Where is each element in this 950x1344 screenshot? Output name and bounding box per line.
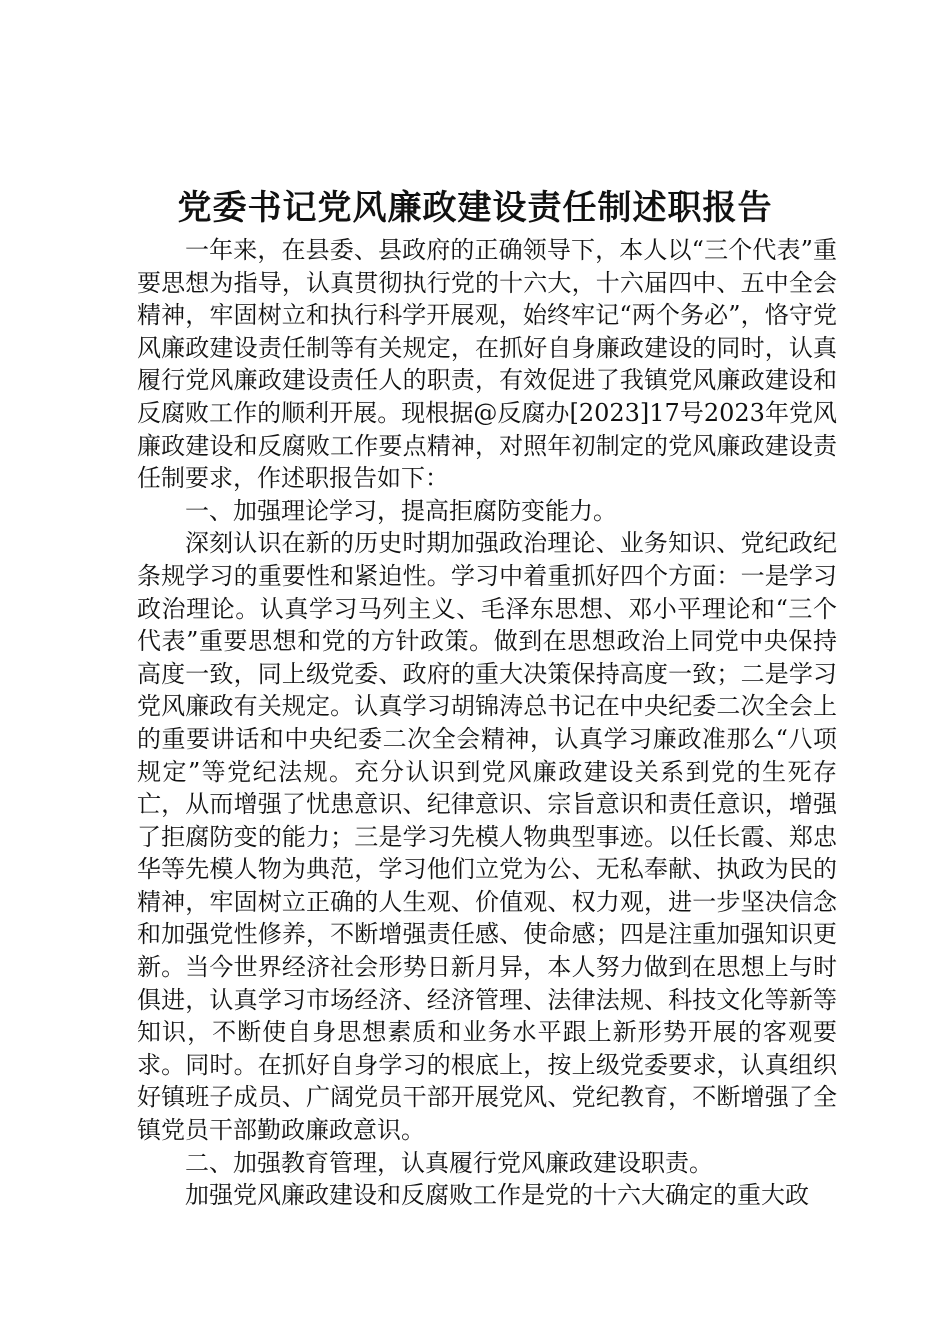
paragraph-education: 加强党风廉政建设和反腐败工作是党的十六大确定的重大政 — [185, 1181, 809, 1210]
section-heading-2: 二、加强教育管理，认真履行党风廉政建设职责。 — [185, 1148, 713, 1177]
paragraph-study: 深刻认识在新的历史时期加强政治理论、业务知识、党纪政纪条规学习的重要性和紧迫性。学习中着重抓好四个方面：一是学习政治理论。认真学习马列主义、毛泽东思想、邓小平理论和“三个代表”重要思想和党的方针政策。做到在思想政治上同党中央保持高度一致，同上级党委、政府的重大决策保持高度一致；二是学习党风廉政有关规定。认真学习胡锦涛总书记在中央纪委二次全会上的重要讲话和中央纪委二次全会精神，认真学习廉政准那么“八项规定”等党纪法规。充分认识到党风廉政建设关系到党的生死存亡，从而增强了忧患意识、纪律意识、宗旨意识和责任意识，增强了拒腐防变的能力；三是学习先模人物典型事迹。以任长霞、郑忠华等先模人物为典范，学习他们立党为公、无私奉献、执政为民的精神，牢固树立正确的人生观、价值观、权力观，进一步坚决信念和加强党性修养，不断增强责任感、使命感；四是注重加强知识更新。当今世界经济社会形势日新月异，本人努力做到在思想上与时俱进，认真学习市场经济、经济管理、法律法规、科技文化等新等知识，不断使自身思想素质和业务水平跟上新形势开展的客观要求。同时。在抓好自身学习的根底上，按上级党委要求，认真组织好镇班子成员、广阔党员干部开展党风、党纪教育，不断增强了全镇党员干部勤政廉政意识。 — [137, 529, 837, 1145]
document-body — [137, 234, 837, 1212]
paragraph-intro: 一年来，在县委、县政府的正确领导下，本人以“三个代表”重要思想为指导，认真贯彻执行党的十六大，十六届四中、五中全会精神，牢固树立和执行科学开展观，始终牢记“两个务必”，恪守党风廉政建设责任制等有关规定，在抓好自身廉政建设的同时，认真履行党风廉政建设责任人的职责，有效促进了我镇党风廉政建设和反腐败工作的顺利开展。现根据@反腐办[2023]17号2023年党风廉政建设和反腐败工作要点精神，对照年初制定的党风廉政建设责任制要求，作述职报告如下： — [137, 236, 837, 493]
document-title: 党委书记党风廉政建设责任制述职报告 — [177, 188, 773, 228]
section-heading-1: 一、加强理论学习，提高拒腐防变能力。 — [185, 496, 617, 525]
